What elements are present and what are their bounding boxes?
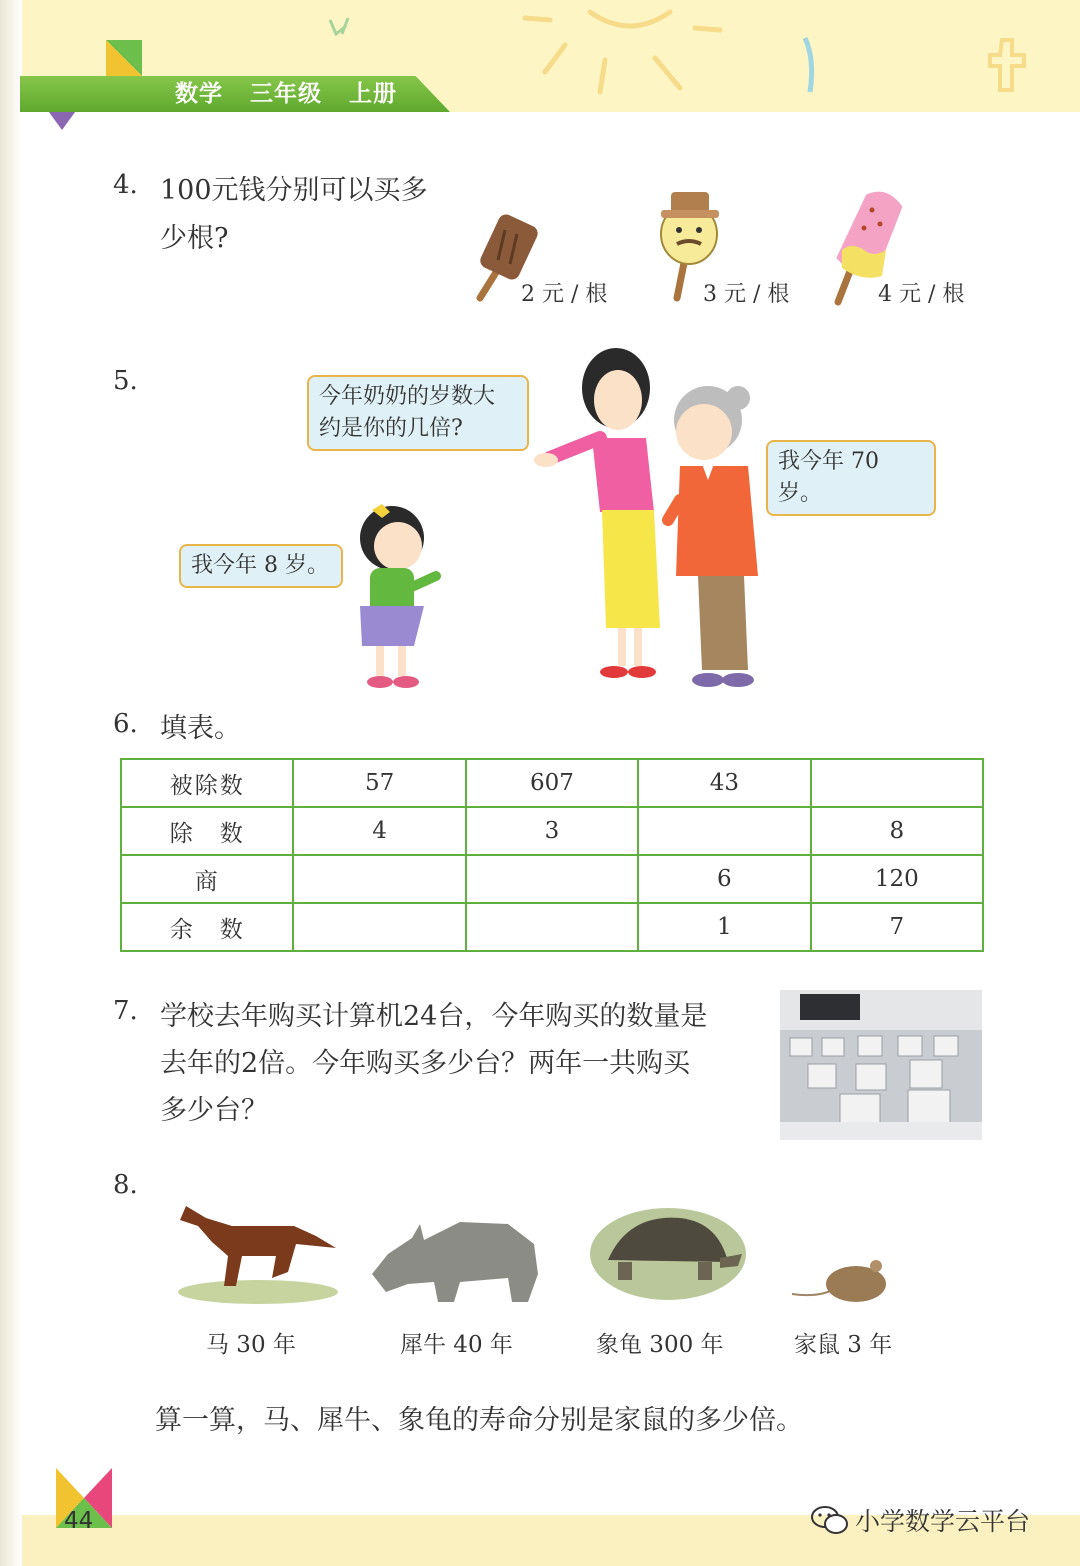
girl-speech: 我今年 8 岁。 [191, 553, 329, 578]
mouse-icon [790, 1250, 894, 1306]
fill-in-table [120, 758, 984, 952]
mother-speech-line1: 今年奶奶的岁数大 [319, 384, 496, 409]
table-row-header: 商 [121, 855, 293, 903]
q7-line3: 多少台？ [160, 1095, 268, 1126]
q5-number: 5. [113, 366, 138, 396]
q4-line1: 100元钱分别可以买多 [160, 175, 428, 206]
grandma-speech: 我今年 70 岁。 [778, 449, 879, 506]
girl-speech-bubble [179, 544, 343, 588]
q4-line2: 少根? [160, 223, 229, 254]
wechat-icon [810, 1504, 850, 1536]
table-cell[interactable]: 607 [466, 759, 638, 807]
table-cell[interactable] [466, 855, 638, 903]
mother-illustration-icon [530, 342, 670, 688]
page-number: 44 [64, 1508, 94, 1534]
watermark-text: 小学数学云平台 [855, 1507, 1031, 1536]
q6-title: 填表。 [160, 713, 241, 744]
table-cell[interactable]: 120 [811, 855, 983, 903]
girl-illustration-icon [340, 496, 450, 690]
grandma-illustration-icon [658, 380, 768, 696]
table-cell[interactable] [466, 903, 638, 951]
price-chocolate: 2 元 / 根 [521, 282, 608, 307]
table-cell[interactable]: 8 [811, 807, 983, 855]
table-cell[interactable] [638, 807, 810, 855]
table-cell[interactable] [293, 855, 465, 903]
rhino-label: 犀牛 40 年 [400, 1332, 513, 1358]
mouse-label: 家鼠 3 年 [794, 1332, 893, 1358]
table-row [121, 759, 983, 807]
mother-speech-line2: 约是你的几倍? [319, 416, 463, 441]
price-pink: 4 元 / 根 [878, 282, 965, 307]
q4-number: 4. [113, 170, 138, 200]
table-cell[interactable]: 43 [638, 759, 810, 807]
table-row [121, 855, 983, 903]
table-row-header: 除 数 [121, 807, 293, 855]
q8-question: 算一算，马、犀牛、象龟的寿命分别是家鼠的多少倍。 [155, 1405, 803, 1436]
computer-lab-photo-icon [780, 990, 982, 1140]
grandma-speech-bubble [766, 440, 936, 516]
mother-speech-bubble [307, 375, 529, 451]
rhino-icon [368, 1214, 544, 1306]
q8-number: 8. [113, 1170, 138, 1200]
table-cell[interactable] [811, 759, 983, 807]
table-row [121, 903, 983, 951]
table-row-header: 余 数 [121, 903, 293, 951]
table-row-header: 被除数 [121, 759, 293, 807]
table-cell[interactable]: 3 [466, 807, 638, 855]
table-row [121, 807, 983, 855]
horse-label: 马 30 年 [206, 1332, 296, 1358]
q7-number: 7. [113, 996, 138, 1026]
table-cell[interactable]: 4 [293, 807, 465, 855]
table-cell[interactable]: 7 [811, 903, 983, 951]
tortoise-label: 象龟 300 年 [596, 1332, 724, 1358]
table-cell[interactable]: 57 [293, 759, 465, 807]
table-cell[interactable] [293, 903, 465, 951]
table-cell[interactable]: 1 [638, 903, 810, 951]
q7-line1: 学校去年购买计算机24台，今年购买的数量是 [160, 1001, 708, 1032]
q6-number: 6. [113, 709, 138, 739]
page-spine [0, 0, 22, 1566]
tortoise-icon [588, 1204, 748, 1304]
table-cell[interactable]: 6 [638, 855, 810, 903]
price-smiley: 3 元 / 根 [703, 282, 790, 307]
q7-line2: 去年的2倍。今年购买多少台？两年一共购买 [160, 1048, 691, 1079]
horse-icon [176, 1196, 344, 1306]
book-title: 数学 三年级 上册 [175, 81, 398, 107]
